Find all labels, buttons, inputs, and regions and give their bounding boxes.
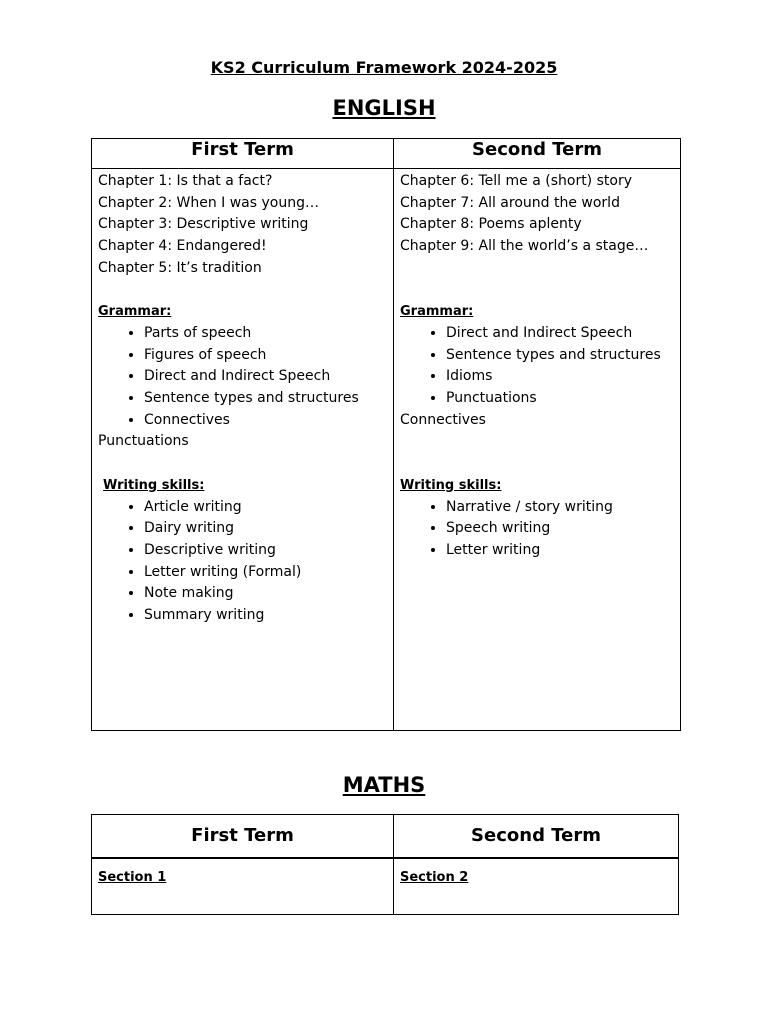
grammar-list (98, 323, 387, 432)
writing-skill-item: • Summary writing (144, 605, 387, 627)
english-second-term-cell (394, 169, 681, 731)
chapter-list (400, 171, 674, 280)
writing-skill-item: • Letter writing (Formal) (144, 562, 387, 584)
chapter-item: Chapter 2: When I was young… (98, 194, 319, 211)
grammar-trailing-text: Connectives (400, 411, 486, 428)
grammar-trailing-text: Punctuations (98, 433, 189, 450)
document-title: KS2 Curriculum Framework 2024-2025 (210, 58, 558, 77)
maths-table (91, 814, 679, 915)
grammar-label: Grammar: (400, 304, 474, 320)
chapter-item: Chapter 6: Tell me a (short) story (400, 173, 632, 189)
grammar-label: Grammar: (98, 304, 172, 320)
english-first-term-cell (92, 169, 394, 731)
writing-skill-item: • Speech writing (446, 518, 674, 540)
chapter-item: Chapter 7: All around the world (400, 194, 620, 211)
english-heading: ENGLISH (332, 96, 436, 120)
grammar-list (400, 323, 674, 410)
writing-skills-list (98, 497, 387, 627)
english-second-term-header: Second Term (394, 139, 681, 169)
grammar-item: • Idioms (446, 366, 674, 388)
writing-skill-item: • Letter writing (446, 540, 674, 562)
maths-second-term-cell (394, 858, 679, 915)
grammar-item: • Direct and Indirect Speech (446, 323, 674, 345)
chapter-item: Chapter 3: Descriptive writing (98, 216, 309, 233)
chapter-item: Chapter 9: All the world’s a stage… (400, 238, 649, 255)
writing-skill-item: • Article writing (144, 497, 387, 519)
grammar-item: • Punctuations (446, 388, 674, 410)
chapter-item: Chapter 1: Is that a fact? (98, 173, 273, 189)
writing-skill-item: • Narrative / story writing (446, 497, 674, 519)
section-label: Section 1 (98, 869, 167, 885)
grammar-item: • Parts of speech (144, 323, 387, 345)
maths-heading: MATHS (342, 773, 426, 797)
maths-first-term-header: First Term (92, 815, 394, 858)
grammar-item: • Direct and Indirect Speech (144, 366, 387, 388)
grammar-item: • Sentence types and structures (144, 388, 387, 410)
section-label: Section 2 (400, 869, 469, 885)
writing-skills-label: Writing skills: (103, 477, 205, 493)
writing-skill-item: • Descriptive writing (144, 540, 387, 562)
chapter-item: Chapter 8: Poems aplenty (400, 216, 582, 233)
writing-skill-item: • Dairy writing (144, 518, 387, 540)
maths-first-term-cell (92, 858, 394, 915)
writing-skills-list (400, 497, 674, 562)
english-table (91, 138, 681, 731)
chapter-list (98, 171, 387, 280)
grammar-item: • Figures of speech (144, 345, 387, 367)
grammar-item: • Connectives (144, 410, 387, 432)
maths-second-term-header: Second Term (394, 815, 679, 858)
writing-skills-label: Writing skills: (400, 477, 502, 493)
english-first-term-header: First Term (92, 139, 394, 169)
writing-skill-item: • Note making (144, 583, 387, 605)
grammar-item: • Sentence types and structures (446, 345, 674, 367)
chapter-item: Chapter 5: It’s tradition (98, 259, 262, 276)
chapter-item: Chapter 4: Endangered! (98, 238, 267, 255)
